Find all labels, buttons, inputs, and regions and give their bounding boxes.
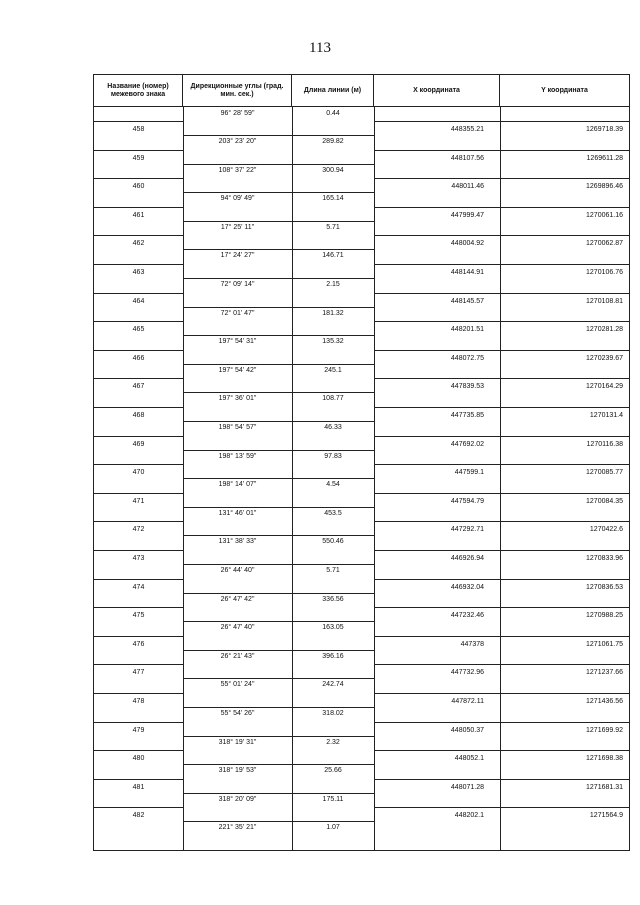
table-row [94,407,629,421]
row-divider [94,807,183,808]
direction-angle: 203° 23' 20" [218,138,257,145]
x-coordinate: 447378 [460,641,484,648]
line-length: 181.32 [322,310,344,317]
y-coordinate: 1271698.38 [586,755,623,762]
segment-row [94,278,629,292]
row-divider [183,736,374,737]
direction-angle: 26° 47' 40" [220,624,255,631]
table-header [94,75,629,107]
row-divider [374,636,629,637]
segment-row [94,392,629,406]
table-row [94,464,629,478]
table-row [94,350,629,364]
segment-row [94,107,629,121]
x-coordinate: 448050.37 [450,727,484,734]
line-length: 97.83 [324,453,342,460]
line-length: 300.94 [322,167,344,174]
x-coordinate: 448201.51 [450,326,484,333]
row-divider [183,421,374,422]
row-divider [94,235,183,236]
x-coordinate: 447232.46 [450,612,484,619]
row-divider [374,521,629,522]
line-length: 175.11 [322,796,344,803]
x-coordinate: 448004.92 [450,240,484,247]
row-divider [183,478,374,479]
row-divider [374,207,629,208]
line-length: 2.15 [326,281,340,288]
row-divider [94,150,183,151]
segment-row [94,535,629,549]
x-coordinate: 447839.53 [450,383,484,390]
x-coordinate: 448052.1 [454,755,484,762]
row-divider [94,750,183,751]
point-name: 479 [132,727,145,734]
row-divider [374,121,629,122]
line-length: 318.02 [322,710,344,717]
direction-angle: 17° 24' 27" [220,252,255,259]
segment-row [94,736,629,750]
segment-row [94,335,629,349]
table-row [94,579,629,593]
x-coordinate: 447594.79 [450,498,484,505]
x-coordinate: 448144.91 [450,269,484,276]
row-divider [94,464,183,465]
row-divider [94,521,183,522]
table-row [94,264,629,278]
y-coordinate: 1270085.77 [586,469,623,476]
segment-row [94,192,629,206]
segment-row [94,564,629,578]
direction-angle: 26° 21' 43" [220,653,255,660]
row-divider [183,793,374,794]
y-coordinate: 1270084.35 [586,498,623,505]
segment-row [94,593,629,607]
segment-row [94,707,629,721]
point-name: 481 [132,784,145,791]
y-coordinate: 1270239.67 [586,355,623,362]
row-divider [374,493,629,494]
direction-angle: 197° 36' 01" [218,395,257,402]
y-coordinate: 1270833.96 [586,555,623,562]
y-coordinate: 1270836.53 [586,584,623,591]
y-coordinate: 1271681.31 [586,784,623,791]
point-name: 467 [132,383,145,390]
y-coordinate: 1269718.39 [586,126,623,133]
x-coordinate: 446926.94 [450,555,484,562]
direction-angle: 108° 37' 22" [218,167,257,174]
line-length: 5.71 [326,567,340,574]
row-divider [183,335,374,336]
table-row [94,150,629,164]
table-row [94,607,629,621]
y-coordinate: 1269896.46 [586,183,623,190]
line-length: 165.14 [322,195,344,202]
header-x-coordinate: X координата [374,75,500,106]
row-divider [94,850,629,851]
segment-row [94,421,629,435]
row-divider [94,378,183,379]
direction-angle: 55° 01' 24" [220,681,255,688]
page-number: 113 [309,40,331,56]
point-name: 469 [132,441,145,448]
row-divider [183,621,374,622]
y-coordinate: 1271436.56 [586,698,623,705]
x-coordinate: 446932.04 [450,584,484,591]
x-coordinate: 448072.75 [450,355,484,362]
x-coordinate: 447732.96 [450,669,484,676]
y-coordinate: 1271061.75 [586,641,623,648]
y-coordinate: 1270062.87 [586,240,623,247]
line-length: 2.32 [326,739,340,746]
table-row [94,321,629,335]
line-length: 135.32 [322,338,344,345]
line-length: 336.56 [322,596,344,603]
direction-angle: 318° 19' 53" [218,767,257,774]
row-divider [374,607,629,608]
y-coordinate: 1270164.29 [586,383,623,390]
direction-angle: 198° 14' 07" [218,481,257,488]
segment-row [94,307,629,321]
segment-row [94,793,629,807]
row-divider [183,593,374,594]
table-row [94,207,629,221]
segment-row [94,450,629,464]
row-divider [374,436,629,437]
x-coordinate: 448071.28 [450,784,484,791]
row-divider [374,378,629,379]
point-name: 461 [132,212,145,219]
table-row [94,550,629,564]
line-length: 25.66 [324,767,342,774]
row-divider [94,121,183,122]
direction-angle: 55° 54' 26" [220,710,255,717]
row-divider [183,650,374,651]
point-name: 474 [132,584,145,591]
line-length: 146.71 [322,252,344,259]
direction-angle: 94° 09' 49" [220,195,255,202]
table-row [94,493,629,507]
row-divider [94,264,183,265]
header-line-length: Длина линии (м) [292,75,374,106]
x-coordinate: 447599.1 [454,469,484,476]
row-divider [374,321,629,322]
line-length: 108.77 [322,395,344,402]
point-name: 459 [132,155,145,162]
segment-row [94,650,629,664]
segment-row [94,364,629,378]
direction-angle: 131° 46' 01" [218,510,257,517]
point-name: 464 [132,298,145,305]
x-coordinate: 447735.85 [450,412,484,419]
row-divider [94,722,183,723]
segment-row [94,249,629,263]
row-divider [94,207,183,208]
x-coordinate: 448145.57 [450,298,484,305]
point-name: 473 [132,555,145,562]
segment-row [94,678,629,692]
segment-row [94,221,629,235]
line-length: 242.74 [322,681,344,688]
line-length: 163.05 [322,624,344,631]
table-row [94,378,629,392]
y-coordinate: 1270061.16 [586,212,623,219]
table-row [94,664,629,678]
segment-row [94,478,629,492]
row-divider [374,235,629,236]
segment-row [94,135,629,149]
table-row [94,750,629,764]
row-divider [94,293,183,294]
y-coordinate: 1270116.38 [586,441,623,448]
header-y-coordinate: Y координата [541,86,588,94]
table-row [94,779,629,793]
x-coordinate: 448202.1 [454,812,484,819]
table-row [94,436,629,450]
direction-angle: 197° 54' 31" [218,338,257,345]
direction-angle: 17° 25' 11" [220,224,255,231]
direction-angle: 26° 47' 42" [220,596,255,603]
segment-row [94,507,629,521]
x-coordinate: 448107.56 [450,155,484,162]
y-coordinate: 1270108.81 [586,298,623,305]
row-divider [183,278,374,279]
row-divider [94,321,183,322]
row-divider [183,507,374,508]
y-coordinate: 1269611.28 [586,155,623,162]
row-divider [183,707,374,708]
table-row [94,293,629,307]
row-divider [374,293,629,294]
line-length: 46.33 [324,424,342,431]
direction-angle: 96° 28' 59" [220,110,255,117]
row-divider [183,392,374,393]
row-divider [94,407,183,408]
x-coordinate: 447692.02 [450,441,484,448]
point-name: 458 [132,126,145,133]
row-divider [374,350,629,351]
row-divider [183,764,374,765]
point-name: 463 [132,269,145,276]
row-divider [94,493,183,494]
row-divider [374,693,629,694]
row-divider [183,678,374,679]
line-length: 453.5 [324,510,342,517]
row-divider [183,364,374,365]
direction-angle: 198° 13' 59" [218,453,257,460]
point-name: 466 [132,355,145,362]
row-divider [374,264,629,265]
point-name: 470 [132,469,145,476]
table-row [94,722,629,736]
table-row [94,235,629,249]
row-divider [94,350,183,351]
x-coordinate: 447292.71 [450,526,484,533]
x-coordinate: 448011.46 [451,183,484,190]
direction-angle: 72° 01' 47" [220,310,255,317]
point-name: 478 [132,698,145,705]
table-row [94,121,629,135]
line-length: 0.44 [326,110,340,117]
row-divider [374,464,629,465]
row-divider [374,407,629,408]
header-point-name: Название (номер) межевого знака [94,75,183,106]
row-divider [183,221,374,222]
row-divider [183,307,374,308]
row-divider [374,664,629,665]
segment-row [94,764,629,778]
table-row [94,636,629,650]
direction-angle: 72° 09' 14" [220,281,255,288]
row-divider [183,450,374,451]
y-coordinate: 1270281.28 [586,326,623,333]
row-divider [374,779,629,780]
direction-angle: 26° 44' 40" [220,567,255,574]
table-row [94,693,629,707]
line-length: 396.16 [322,653,344,660]
point-name: 472 [132,526,145,533]
row-divider [183,249,374,250]
row-divider [94,436,183,437]
table-row [94,178,629,192]
line-length: 1.07 [326,824,340,831]
row-divider [374,579,629,580]
row-divider [183,535,374,536]
row-divider [94,607,183,608]
row-divider [374,722,629,723]
table-body [94,107,629,851]
point-name: 471 [132,498,145,505]
row-divider [183,164,374,165]
x-coordinate: 447999.47 [450,212,484,219]
point-name: 476 [132,641,145,648]
direction-angle: 318° 20' 09" [218,796,257,803]
boundary-coordinates-table [93,74,630,851]
point-name: 462 [132,240,145,247]
x-coordinate: 447872.11 [451,698,484,705]
row-divider [374,550,629,551]
point-name: 460 [132,183,145,190]
direction-angle: 221° 35' 21" [218,824,257,831]
table-row [94,807,629,821]
row-divider [374,178,629,179]
row-divider [183,192,374,193]
segment-row [94,621,629,635]
row-divider [374,807,629,808]
line-length: 4.54 [326,481,340,488]
y-coordinate: 1271564.9 [589,812,623,819]
line-length: 5.71 [326,224,340,231]
row-divider [94,550,183,551]
row-divider [94,178,183,179]
point-name: 475 [132,612,145,619]
row-divider [94,636,183,637]
y-coordinate: 1270106.76 [586,269,623,276]
header-direction-angle: Дирекционные углы (град. мин. сек.) [183,75,292,106]
row-divider [374,750,629,751]
row-divider [94,779,183,780]
line-length: 245.1 [324,367,342,374]
direction-angle: 198° 54' 57" [218,424,257,431]
point-name: 480 [132,755,145,762]
row-divider [94,664,183,665]
y-coordinate: 1270422.6 [589,526,623,533]
y-coordinate: 1270131.4 [589,412,623,419]
point-name: 468 [132,412,145,419]
point-name: 482 [132,812,145,819]
y-coordinate: 1270988.25 [586,612,623,619]
row-divider [94,693,183,694]
row-divider [183,135,374,136]
x-coordinate: 448355.21 [450,126,484,133]
line-length: 550.46 [322,538,344,545]
table-row [94,521,629,535]
segment-row [94,164,629,178]
direction-angle: 318° 19' 31" [218,739,257,746]
row-divider [94,579,183,580]
direction-angle: 131° 38' 33" [218,538,257,545]
direction-angle: 197° 54' 42" [218,367,257,374]
line-length: 289.82 [322,138,344,145]
y-coordinate: 1271237.66 [586,669,623,676]
y-coordinate: 1271699.92 [586,727,623,734]
row-divider [183,821,374,822]
row-divider [374,150,629,151]
segment-row [94,821,629,835]
row-divider [183,564,374,565]
point-name: 477 [132,669,145,676]
point-name: 465 [132,326,145,333]
